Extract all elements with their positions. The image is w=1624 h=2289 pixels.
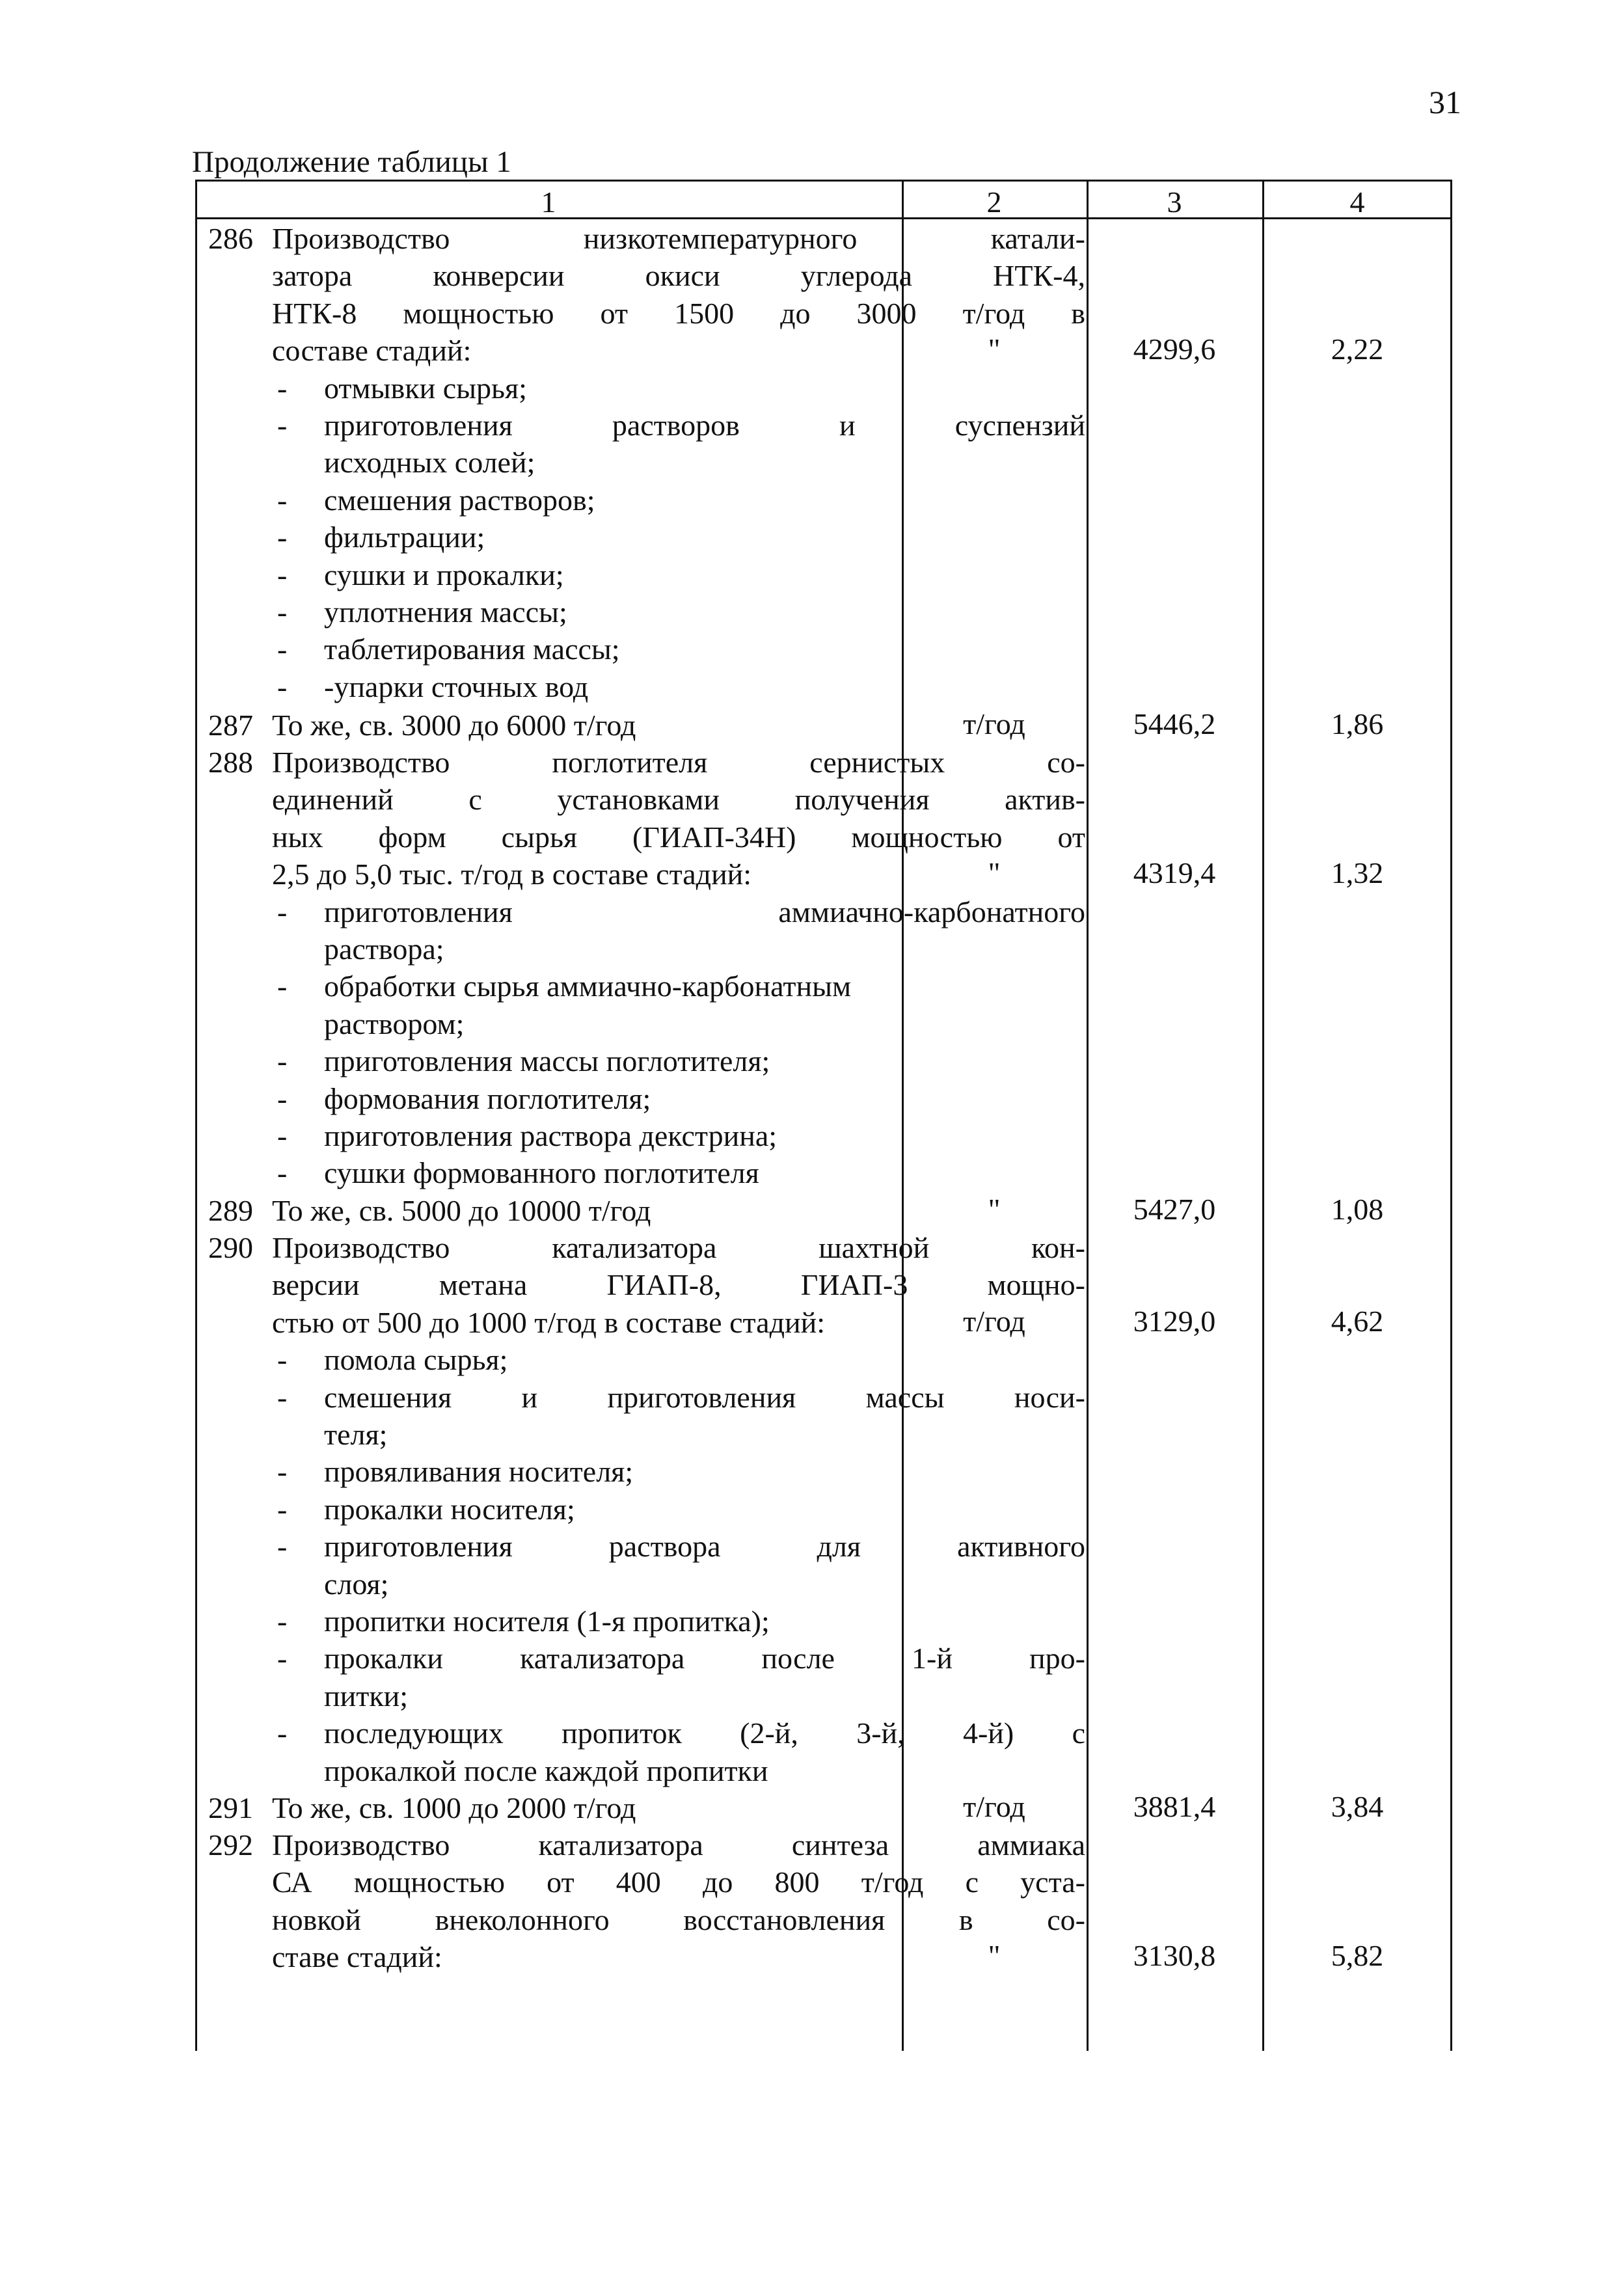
stage-item-continuation: раствора; [324, 932, 444, 966]
table-border-left [195, 180, 197, 2051]
cost-cell: 3129,0 [1133, 1305, 1216, 1338]
cost-cell: 3130,8 [1133, 1939, 1216, 1972]
stage-item: - приготовления растворов и суспензий [277, 409, 1085, 442]
stage-item: - прокалки носителя; [277, 1492, 575, 1526]
coefficient-cell: 1,86 [1331, 707, 1384, 740]
description-line: затора конверсии окиси углерода НТК-4, [272, 259, 1085, 293]
description-line: ставе стадий: [272, 1940, 442, 1974]
stage-item: - приготовления аммиачно-карбонатного [277, 895, 1085, 928]
stage-item: - пропитки носителя (1-я пропитка); [277, 1605, 770, 1638]
unit-cell: " [988, 856, 1001, 889]
stage-item: - сушки формованного поглотителя [277, 1156, 759, 1190]
column-divider-3 [1262, 180, 1264, 2051]
description-line: единений с установками получения актив- [272, 783, 1085, 817]
table-border-top [195, 180, 1452, 182]
unit-cell: " [988, 1193, 1001, 1226]
row-number: 288 [208, 746, 253, 779]
stage-item-continuation: исходных солей; [324, 446, 535, 480]
description-line: ных форм сырья (ГИАП-34Н) мощностью от [272, 820, 1085, 854]
row-number: 292 [208, 1828, 253, 1862]
description-line: составе стадий: [272, 334, 472, 368]
row-number: 289 [208, 1194, 253, 1227]
unit-cell: т/год [963, 1305, 1025, 1338]
row-number: 287 [208, 709, 253, 742]
unit-cell: т/год [963, 707, 1025, 740]
coefficient-cell: 3,84 [1331, 1790, 1384, 1823]
table-caption: Продолжение таблицы 1 [192, 145, 511, 179]
coefficient-cell: 1,32 [1331, 856, 1384, 889]
cost-cell: 4319,4 [1133, 856, 1216, 889]
description-line: стью от 500 до 1000 т/год в составе стадий: [272, 1305, 826, 1339]
stage-item: - формования поглотителя; [277, 1081, 651, 1115]
description-line: То же, св. 1000 до 2000 т/год [272, 1791, 636, 1824]
stage-item: - обработки сырья аммиачно-карбонатным [277, 969, 852, 1003]
stage-item: - отмывки сырья; [277, 371, 527, 405]
description-line: Производство катализатора шахтной кон- [272, 1231, 1085, 1264]
stage-item-continuation: питки; [324, 1679, 409, 1713]
stage-item-continuation: теля; [324, 1418, 388, 1452]
stage-item: - приготовления массы поглотителя; [277, 1044, 770, 1078]
description-line: СА мощностью от 400 до 800 т/год с уста- [272, 1865, 1085, 1899]
row-number: 290 [208, 1231, 253, 1264]
table-border-right [1450, 180, 1452, 2051]
row-description [272, 220, 1085, 705]
stage-item: - последующих пропиток (2-й, 3-й, 4-й) с [277, 1716, 1085, 1750]
stage-item: - прокалки катализатора после 1-й про- [277, 1642, 1085, 1675]
cost-cell: 5427,0 [1133, 1193, 1216, 1226]
unit-cell: " [988, 332, 1001, 366]
stage-item-continuation: слоя; [324, 1567, 389, 1601]
description-line: Производство поглотителя сернистых со- [272, 746, 1085, 779]
description-line: Производство низкотемпературного катали- [272, 222, 1085, 255]
stage-item: - -упарки сточных вод [277, 670, 589, 703]
stage-item: - фильтрации; [277, 521, 485, 554]
stage-item-continuation: раствором; [324, 1007, 465, 1040]
header-col-4: 4 [1349, 185, 1365, 219]
header-col-2: 2 [986, 185, 1002, 219]
stage-item: - приготовления раствора декстрина; [277, 1119, 778, 1153]
coefficient-cell: 4,62 [1331, 1305, 1384, 1338]
coefficient-cell: 5,82 [1331, 1939, 1384, 1972]
header-col-1: 1 [541, 185, 556, 219]
description-line: НТК-8 мощностью от 1500 до 3000 т/год в [272, 296, 1085, 330]
description-line: То же, св. 3000 до 6000 т/год [272, 709, 636, 742]
description-line: То же, св. 5000 до 10000 т/год [272, 1194, 651, 1227]
stage-item: - провяливания носителя; [277, 1455, 634, 1489]
description-line: Производство катализатора синтеза аммиака [272, 1828, 1085, 1862]
description-line: 2,5 до 5,0 тыс. т/год в составе стадий: [272, 858, 752, 891]
description-line: версии метана ГИАП-8, ГИАП-3 мощно- [272, 1268, 1085, 1302]
row-description [272, 744, 1085, 1192]
row-number: 291 [208, 1791, 253, 1824]
description-line: новкой внеколонного восстановления в со- [272, 1903, 1085, 1936]
row-number: 286 [208, 222, 253, 255]
coefficient-cell: 1,08 [1331, 1193, 1384, 1226]
stage-item: - смешения растворов; [277, 483, 595, 517]
cost-cell: 3881,4 [1133, 1790, 1216, 1823]
coefficient-cell: 2,22 [1331, 332, 1384, 366]
cost-cell: 4299,6 [1133, 332, 1216, 366]
column-divider-2 [1087, 180, 1089, 2051]
stage-item: - таблетирования массы; [277, 632, 620, 666]
stage-item: - сушки и прокалки; [277, 558, 564, 591]
stage-item: - смешения и приготовления массы носи- [277, 1380, 1085, 1414]
cost-cell: 5446,2 [1133, 707, 1216, 740]
data-table [195, 180, 1452, 2051]
unit-cell: " [988, 1939, 1001, 1972]
header-col-3: 3 [1167, 185, 1182, 219]
stage-item: - помола сырья; [277, 1343, 508, 1377]
stage-item-continuation: прокалкой после каждой пропитки [324, 1754, 768, 1787]
unit-cell: т/год [963, 1790, 1025, 1823]
page-number: 31 [1429, 84, 1461, 120]
stage-item: - приготовления раствора для активного [277, 1530, 1085, 1564]
stage-item: - уплотнения массы; [277, 595, 567, 629]
